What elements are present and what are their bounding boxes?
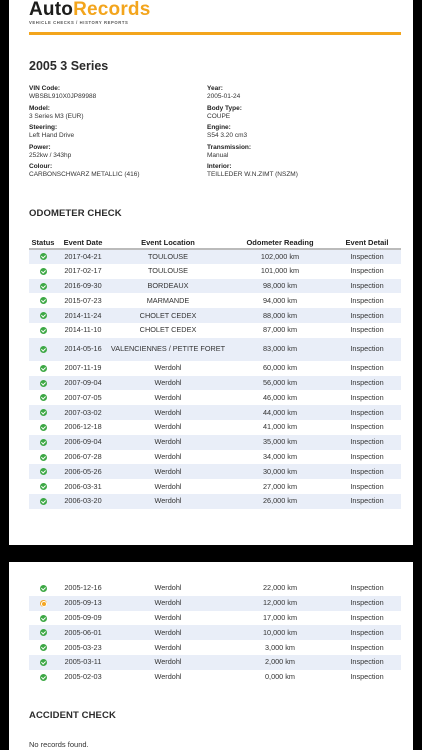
table-row [29,405,401,420]
table-row [29,450,401,465]
check-circle-icon [40,283,47,290]
column-header-odometer-reading: Odometer Reading [227,236,333,249]
event-location-cell: Werdohl [109,655,227,670]
header-divider [29,32,401,35]
status-cell [29,376,57,391]
spec-model [29,105,209,125]
accident-no-records: No records found. [29,740,89,749]
event-date-cell: 2006-07-28 [64,451,102,461]
check-circle-icon [40,380,47,387]
status-cell [29,405,57,420]
check-circle-icon [40,365,47,372]
event-detail-cell: Inspection [350,642,384,652]
spec-transmission [207,144,387,164]
check-circle-icon [40,346,47,353]
odometer-reading-cell: 83,000 km [227,338,333,361]
event-detail-cell: Inspection [350,481,384,491]
odometer-reading-cell: 27,000 km [262,481,298,491]
event-date-cell: 2006-12-18 [64,422,102,432]
odometer-reading-cell: 87,000 km [262,325,298,335]
event-date-cell: 2007-09-04 [57,376,109,391]
event-detail-cell: Inspection [333,625,401,640]
event-detail-cell: Inspection [333,596,401,611]
odometer-reading-cell: 10,000 km [227,625,333,640]
event-detail-cell: Inspection [333,279,401,294]
check-circle-icon [40,585,47,592]
odometer-reading-cell: 2,000 km [227,655,333,670]
event-detail-cell: Inspection [333,494,401,509]
spec-steering [29,124,209,144]
report-page-2 [9,562,413,750]
odometer-reading-cell: 98,000 km [227,279,333,294]
status-cell [29,308,57,323]
event-date-cell: 2006-09-04 [57,435,109,450]
check-circle-icon [40,498,47,505]
odometer-reading-cell: 102,000 km [227,249,333,264]
event-date-cell: 2005-03-23 [64,642,102,652]
event-date-cell: 2007-07-05 [64,392,102,402]
odometer-reading-cell: 30,000 km [227,464,333,479]
spec-label: Model: [29,104,50,112]
spec-interior [207,163,387,183]
brand-logo [29,0,151,25]
event-detail-cell: Inspection [333,405,401,420]
event-location-cell: Werdohl [154,363,182,373]
status-cell [29,249,57,264]
odometer-reading-cell: 88,000 km [227,308,333,323]
status-cell [29,655,57,670]
table-header-row [29,236,401,249]
table-row [29,293,401,308]
event-detail-cell: Inspection [333,464,401,479]
event-location-cell: TOULOUSE [147,266,188,276]
event-detail-cell: Inspection [333,249,401,264]
check-circle-icon [40,644,47,651]
specs-left-column [29,85,209,183]
event-location-cell: VALENCIENNES / PETITE FORET [109,338,227,361]
spec-label: Year: [207,85,223,92]
event-detail-cell: Inspection [350,672,384,682]
odometer-table-body [29,581,401,685]
event-detail-cell: Inspection [350,612,384,622]
table-row [29,390,401,405]
event-date-cell: 2005-09-13 [57,596,109,611]
status-cell [29,464,57,479]
status-cell [29,420,57,435]
accident-check-title: ACCIDENT CHECK [29,710,116,721]
status-cell [29,338,57,361]
status-cell [29,264,57,279]
event-location-cell: CHOLET CEDEX [109,308,227,323]
odometer-table [29,236,401,509]
spec-label: Transmission: [207,143,252,151]
table-row [29,625,401,640]
odometer-reading-cell: 22,000 km [262,583,298,593]
check-circle-icon [40,424,47,431]
status-cell [29,494,57,509]
event-detail-cell: Inspection [350,451,384,461]
status-cell [29,640,57,655]
report-page-1 [9,0,413,545]
table-row [29,249,401,264]
event-location-cell: Werdohl [109,464,227,479]
table-row [29,338,401,361]
table-row [29,479,401,494]
event-detail-cell: Inspection [333,308,401,323]
spec-label: Interior: [207,163,232,170]
event-location-cell: Werdohl [154,612,182,622]
event-date-cell: 2006-05-26 [57,464,109,479]
table-row [29,494,401,509]
logo-records: Records [73,0,151,20]
odometer-reading-cell: 44,000 km [227,405,333,420]
event-date-cell: 2014-05-16 [57,338,109,361]
spec-value: Left Hand Drive [29,132,75,139]
event-location-cell: Werdohl [154,583,182,593]
event-location-cell: BORDEAUX [109,279,227,294]
spec-label: Power: [29,143,51,151]
check-circle-icon [40,454,47,461]
event-location-cell: Werdohl [109,435,227,450]
check-circle-icon [40,629,47,636]
status-cell [29,670,57,685]
spec-value: CARBONSCHWARZ METALLIC (416) [29,171,140,178]
spec-value: 252kw / 343hp [29,151,72,159]
spec-vin [29,85,209,105]
table-row [29,323,401,338]
table-row [29,611,401,626]
check-circle-icon [40,674,47,681]
check-circle-icon [40,327,47,334]
table-row [29,655,401,670]
column-header-event-detail: Event Detail [333,236,401,249]
event-location-cell: Werdohl [109,494,227,509]
specs-right-column [207,85,387,183]
event-date-cell: 2015-07-23 [64,295,102,305]
spec-label: Body Type: [207,104,242,112]
odometer-table-body [29,249,401,509]
status-cell [29,596,57,611]
event-location-cell: Werdohl [109,625,227,640]
event-date-cell: 2007-03-02 [57,405,109,420]
check-circle-icon [40,268,47,275]
odometer-reading-cell: 26,000 km [227,494,333,509]
spec-value: 2005-01-24 [207,93,241,100]
status-cell [29,293,57,308]
table-row [29,279,401,294]
event-detail-cell: Inspection [350,363,384,373]
odometer-reading-cell: 101,000 km [260,266,300,276]
spec-value: S54 3.20 cm3 [207,132,248,139]
event-detail-cell: Inspection [350,583,384,593]
spec-value: TEILLEDER W.N.ZIMT (NSZM) [207,171,298,178]
logo-tagline: VEHICLE CHECKS / HISTORY REPORTS [29,20,129,25]
odometer-reading-cell: 3,000 km [264,642,295,652]
spec-power [29,144,209,164]
spec-year [207,85,387,105]
event-detail-cell: Inspection [333,655,401,670]
status-cell [29,450,57,465]
table-row [29,435,401,450]
event-detail-cell: Inspection [350,325,384,335]
check-circle-icon [40,297,47,304]
odometer-reading-cell: 12,000 km [227,596,333,611]
column-header-status: Status [29,236,57,249]
check-circle-icon [40,312,47,319]
table-row [29,264,401,279]
check-circle-icon [40,659,47,666]
event-location-cell: Werdohl [154,672,182,682]
event-date-cell: 2014-11-10 [64,325,102,335]
odometer-reading-cell: 46,000 km [262,392,298,402]
table-row [29,420,401,435]
logo-auto: Auto [29,0,74,20]
event-location-cell: CHOLET CEDEX [139,325,197,335]
check-circle-icon [40,468,47,475]
check-circle-icon [40,394,47,401]
status-cell [29,581,57,596]
event-location-cell: Werdohl [109,405,227,420]
event-date-cell: 2005-12-16 [64,583,102,593]
event-date-cell: 2017-04-21 [57,249,109,264]
event-location-cell: Werdohl [154,642,182,652]
event-location-cell: Werdohl [154,451,182,461]
event-detail-cell: Inspection [350,392,384,402]
table-row [29,308,401,323]
check-circle-icon [40,253,47,260]
event-date-cell: 2006-03-31 [64,481,102,491]
column-header-event-location: Event Location [109,236,227,249]
spec-value: COUPE [207,112,231,120]
event-location-cell: Werdohl [154,481,182,491]
table-row [29,464,401,479]
odometer-reading-cell: 0,000 km [264,672,295,682]
spec-body-type [207,105,387,125]
event-date-cell: 2005-03-11 [57,655,109,670]
spec-label: VIN Code: [29,85,61,92]
event-location-cell: TOULOUSE [109,249,227,264]
status-cell [29,479,57,494]
odometer-reading-cell: 34,000 km [262,451,298,461]
spec-label: Steering: [29,124,58,131]
spec-engine [207,124,387,144]
warning-circle-icon [40,600,47,607]
table-row [29,361,401,376]
event-location-cell: Werdohl [109,596,227,611]
table-row [29,596,401,611]
event-date-cell: 2005-06-01 [57,625,109,640]
event-detail-cell: Inspection [350,422,384,432]
status-cell [29,323,57,338]
event-date-cell: 2005-02-03 [64,672,102,682]
event-location-cell: Werdohl [154,392,182,402]
table-row [29,376,401,391]
event-location-cell: Werdohl [154,422,182,432]
event-detail-cell: Inspection [333,435,401,450]
odometer-reading-cell: 56,000 km [227,376,333,391]
vehicle-title: 2005 3 Series [29,59,109,73]
event-date-cell: 2017-02-17 [64,266,102,276]
check-circle-icon [40,439,47,446]
spec-value: WBSBL910X0JP89988 [29,93,97,100]
spec-label: Engine: [207,124,231,131]
status-cell [29,279,57,294]
status-cell [29,435,57,450]
check-circle-icon [40,615,47,622]
spec-value: 3 Series M3 (EUR) [29,112,84,120]
event-date-cell: 2016-09-30 [57,279,109,294]
odometer-reading-cell: 41,000 km [262,422,298,432]
spec-colour [29,163,209,183]
spec-value: Manual [207,151,229,159]
event-detail-cell: Inspection [333,338,401,361]
event-date-cell: 2007-11-19 [64,363,102,373]
status-cell [29,361,57,376]
table-row [29,581,401,596]
column-header-event-date: Event Date [57,236,109,249]
status-cell [29,611,57,626]
event-date-cell: 2006-03-20 [57,494,109,509]
check-circle-icon [40,483,47,490]
table-row [29,640,401,655]
event-detail-cell: Inspection [333,376,401,391]
check-circle-icon [40,409,47,416]
odometer-reading-cell: 17,000 km [262,612,298,622]
event-location-cell: MARMANDE [146,295,190,305]
event-date-cell: 2014-11-24 [57,308,109,323]
odometer-table-continued [29,581,401,685]
odometer-reading-cell: 60,000 km [262,363,298,373]
event-detail-cell: Inspection [350,295,384,305]
event-date-cell: 2005-09-09 [64,612,102,622]
odometer-reading-cell: 35,000 km [227,435,333,450]
odometer-check-title: ODOMETER CHECK [29,208,122,219]
odometer-reading-cell: 94,000 km [262,295,298,305]
event-detail-cell: Inspection [350,266,384,276]
event-location-cell: Werdohl [109,376,227,391]
status-cell [29,625,57,640]
status-cell [29,390,57,405]
spec-label: Colour: [29,163,53,170]
table-row [29,670,401,685]
